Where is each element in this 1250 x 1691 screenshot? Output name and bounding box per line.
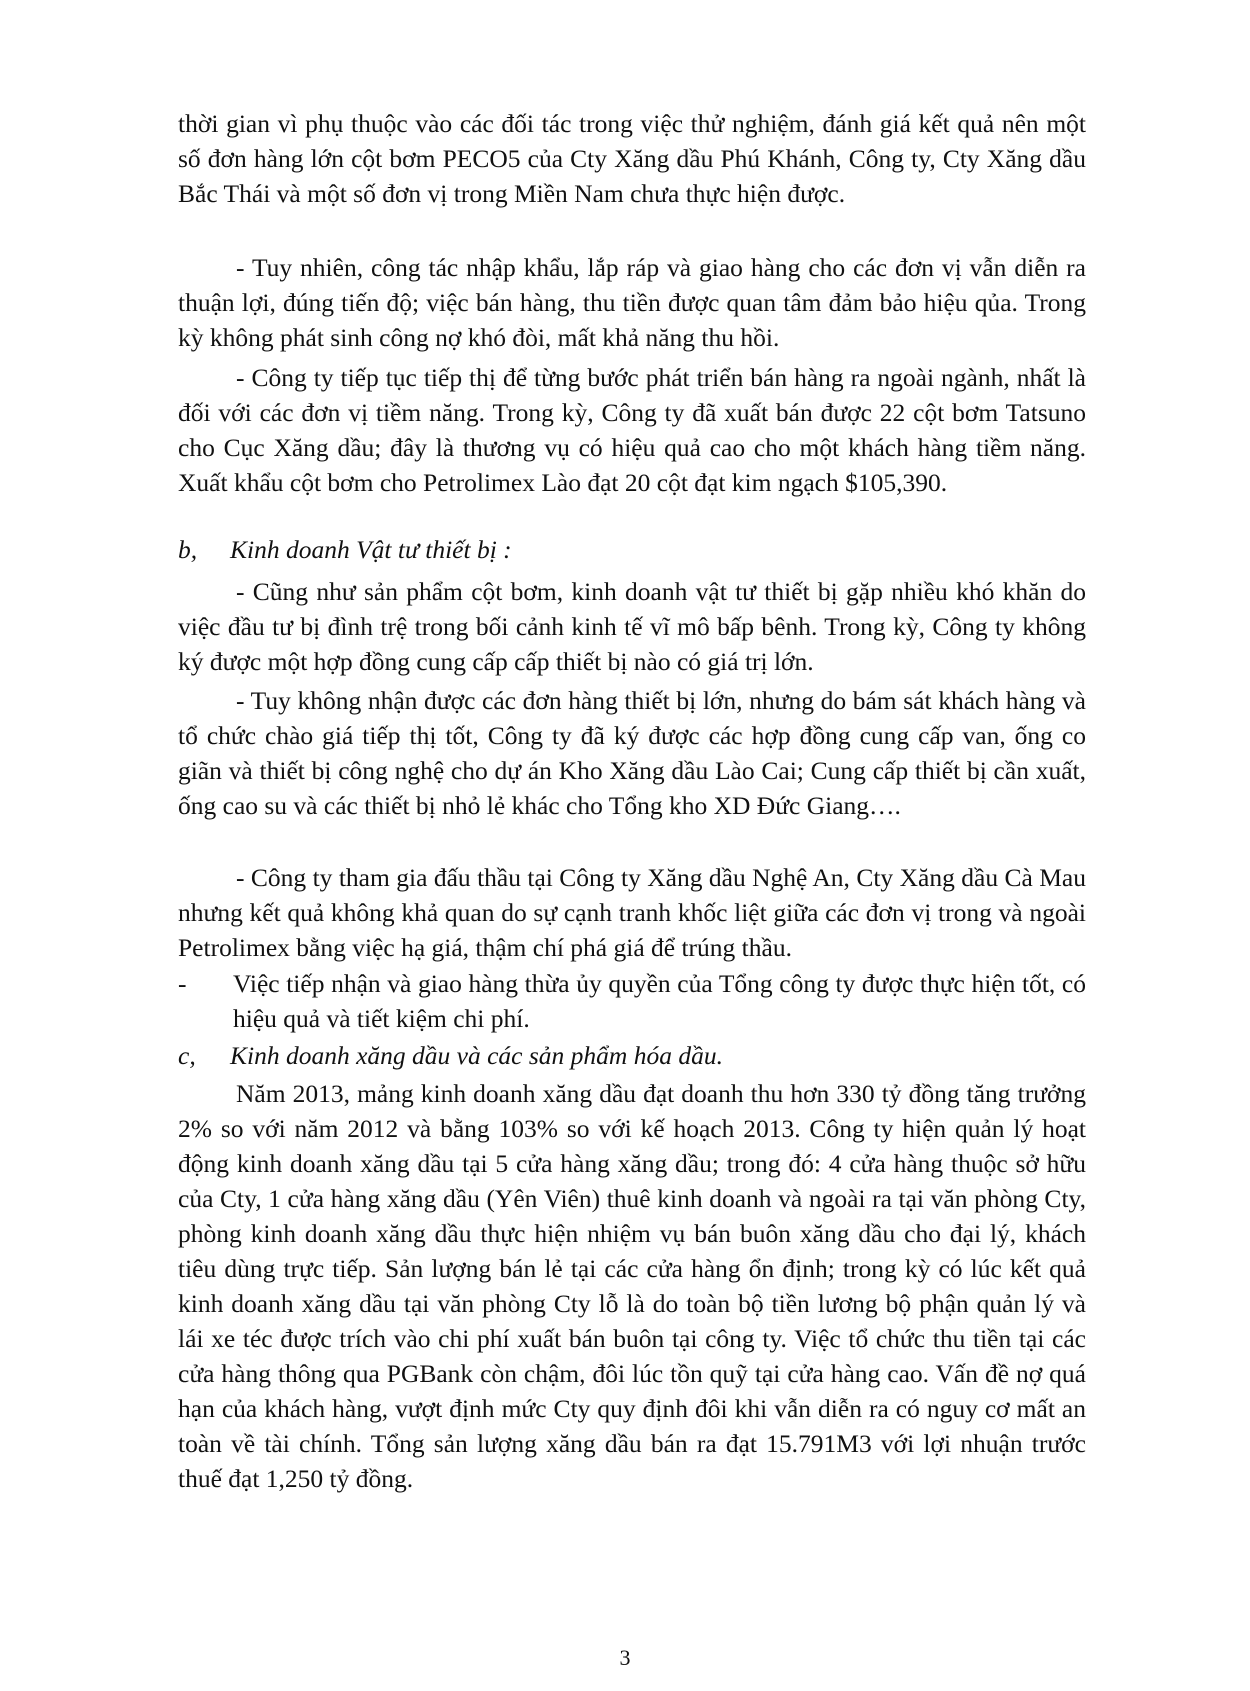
paragraph-marketing bbox=[178, 360, 1086, 500]
section-heading-b-label: b, bbox=[178, 535, 198, 564]
paragraph-intro-text: thời gian vì phụ thuộc vào các đối tác trong việc thử nghiệm, đánh giá kết quả nên một số đơn hàng lớn cột bơm PECO5 của Cty Xăng dầu Phú Khánh, Công ty, Cty Xăng dầu Bắc Thái và một số đơn vị trong Miền Nam chưa thực hiện được. bbox=[178, 109, 1086, 208]
bullet-dash: - bbox=[178, 969, 187, 998]
paragraph-marketing-text: - Công ty tiếp tục tiếp thị để từng bước phát triển bán hàng ra ngoài ngành, nhất là đối với các đơn vị tiềm năng. Trong kỳ, Công ty đã xuất bán được 22 cột bơm Tatsuno cho Cục Xăng dầu; đây là thương vụ có hiệu quả cao cho một khách hàng tiềm năng. Xuất khẩu cột bơm cho Petrolimex Lào đạt 20 cột đạt kim ngạch $105,390. bbox=[178, 363, 1086, 497]
paragraph-fuel-business bbox=[178, 1076, 1086, 1496]
paragraph-bidding bbox=[178, 860, 1086, 965]
section-heading-b bbox=[178, 532, 1086, 567]
section-heading-b-title: Kinh doanh Vật tư thiết bị : bbox=[230, 535, 512, 564]
paragraph-authorization-text: Việc tiếp nhận và giao hàng thừa ủy quyền của Tổng công ty được thực hiện tốt, có hiệu quả và tiết kiệm chi phí. bbox=[233, 969, 1086, 1033]
paragraph-authorization bbox=[178, 966, 1086, 1036]
paragraph-equipment-text: - Cũng như sản phẩm cột bơm, kinh doanh vật tư thiết bị gặp nhiều khó khăn do việc đầu tư bị đình trệ trong bối cảnh kinh tế vĩ mô bấp bênh. Trong kỳ, Công ty không ký được một hợp đồng cung cấp cấp thiết bị nào có giá trị lớn. bbox=[178, 577, 1086, 676]
paragraph-intro bbox=[178, 106, 1086, 211]
page-number: 3 bbox=[619, 1645, 631, 1670]
paragraph-equipment bbox=[178, 574, 1086, 679]
paragraph-contracts bbox=[178, 683, 1086, 823]
paragraph-fuel-business-text: Năm 2013, mảng kinh doanh xăng dầu đạt doanh thu hơn 330 tỷ đồng tăng trưởng 2% so với năm 2012 và bằng 103% so với kế hoạch 2013. Công ty hiện quản lý hoạt động kinh doanh xăng dầu tại 5 cửa hàng xăng dầu; trong đó: 4 cửa hàng thuộc sở hữu của Cty, 1 cửa hàng xăng dầu (Yên Viên) thuê kinh doanh và ngoài ra tại văn phòng Cty, phòng kinh doanh xăng dầu thực hiện nhiệm vụ bán buôn xăng dầu cho đại lý, khách tiêu dùng trực tiếp. Sản lượng bán lẻ tại các cửa hàng ổn định; trong kỳ có lúc kết quả kinh doanh xăng dầu tại văn phòng Cty lỗ là do toàn bộ tiền lương bộ phận quản lý và lái xe téc được trích vào chi phí xuất bán buôn tại công ty. Việc tổ chức thu tiền tại các cửa hàng thông qua PGBank còn chậm, đôi lúc tồn quỹ tại cửa hàng cao. Vấn đề nợ quá hạn của khách hàng, vượt định mức Cty quy định đôi khi vẫn diễn ra có nguy cơ mất an toàn về tài chính. Tổng sản lượng xăng dầu bán ra đạt 15.791M3 với lợi nhuận trước thuế đạt 1,250 tỷ đồng. bbox=[178, 1079, 1086, 1493]
section-heading-c bbox=[178, 1038, 1086, 1073]
paragraph-delivery-text: - Tuy nhiên, công tác nhập khẩu, lắp ráp và giao hàng cho các đơn vị vẫn diễn ra thuận lợi, đúng tiến độ; việc bán hàng, thu tiền được quan tâm đảm bảo hiệu qủa. Trong kỳ không phát sinh công nợ khó đòi, mất khả năng thu hồi. bbox=[178, 253, 1086, 352]
paragraph-delivery bbox=[178, 250, 1086, 355]
paragraph-bidding-text: - Công ty tham gia đấu thầu tại Công ty Xăng dầu Nghệ An, Cty Xăng dầu Cà Mau nhưng kết quả không khả quan do sự cạnh tranh khốc liệt giữa các đơn vị trong và ngoài Petrolimex bằng việc hạ giá, thậm chí phá giá để trúng thầu. bbox=[178, 863, 1086, 962]
paragraph-contracts-text: - Tuy không nhận được các đơn hàng thiết bị lớn, nhưng do bám sát khách hàng và tổ chức chào giá tiếp thị tốt, Công ty đã ký được các hợp đồng cung cấp van, ống co giãn và thiết bị công nghệ cho dự án Kho Xăng dầu Lào Cai; Cung cấp thiết bị cần xuất, ống cao su và các thiết bị nhỏ lẻ khác cho Tổng kho XD Đức Giang…. bbox=[178, 686, 1086, 820]
section-heading-c-title: Kinh doanh xăng dầu và các sản phẩm hóa dầu. bbox=[230, 1041, 723, 1070]
section-heading-c-label: c, bbox=[178, 1041, 196, 1070]
